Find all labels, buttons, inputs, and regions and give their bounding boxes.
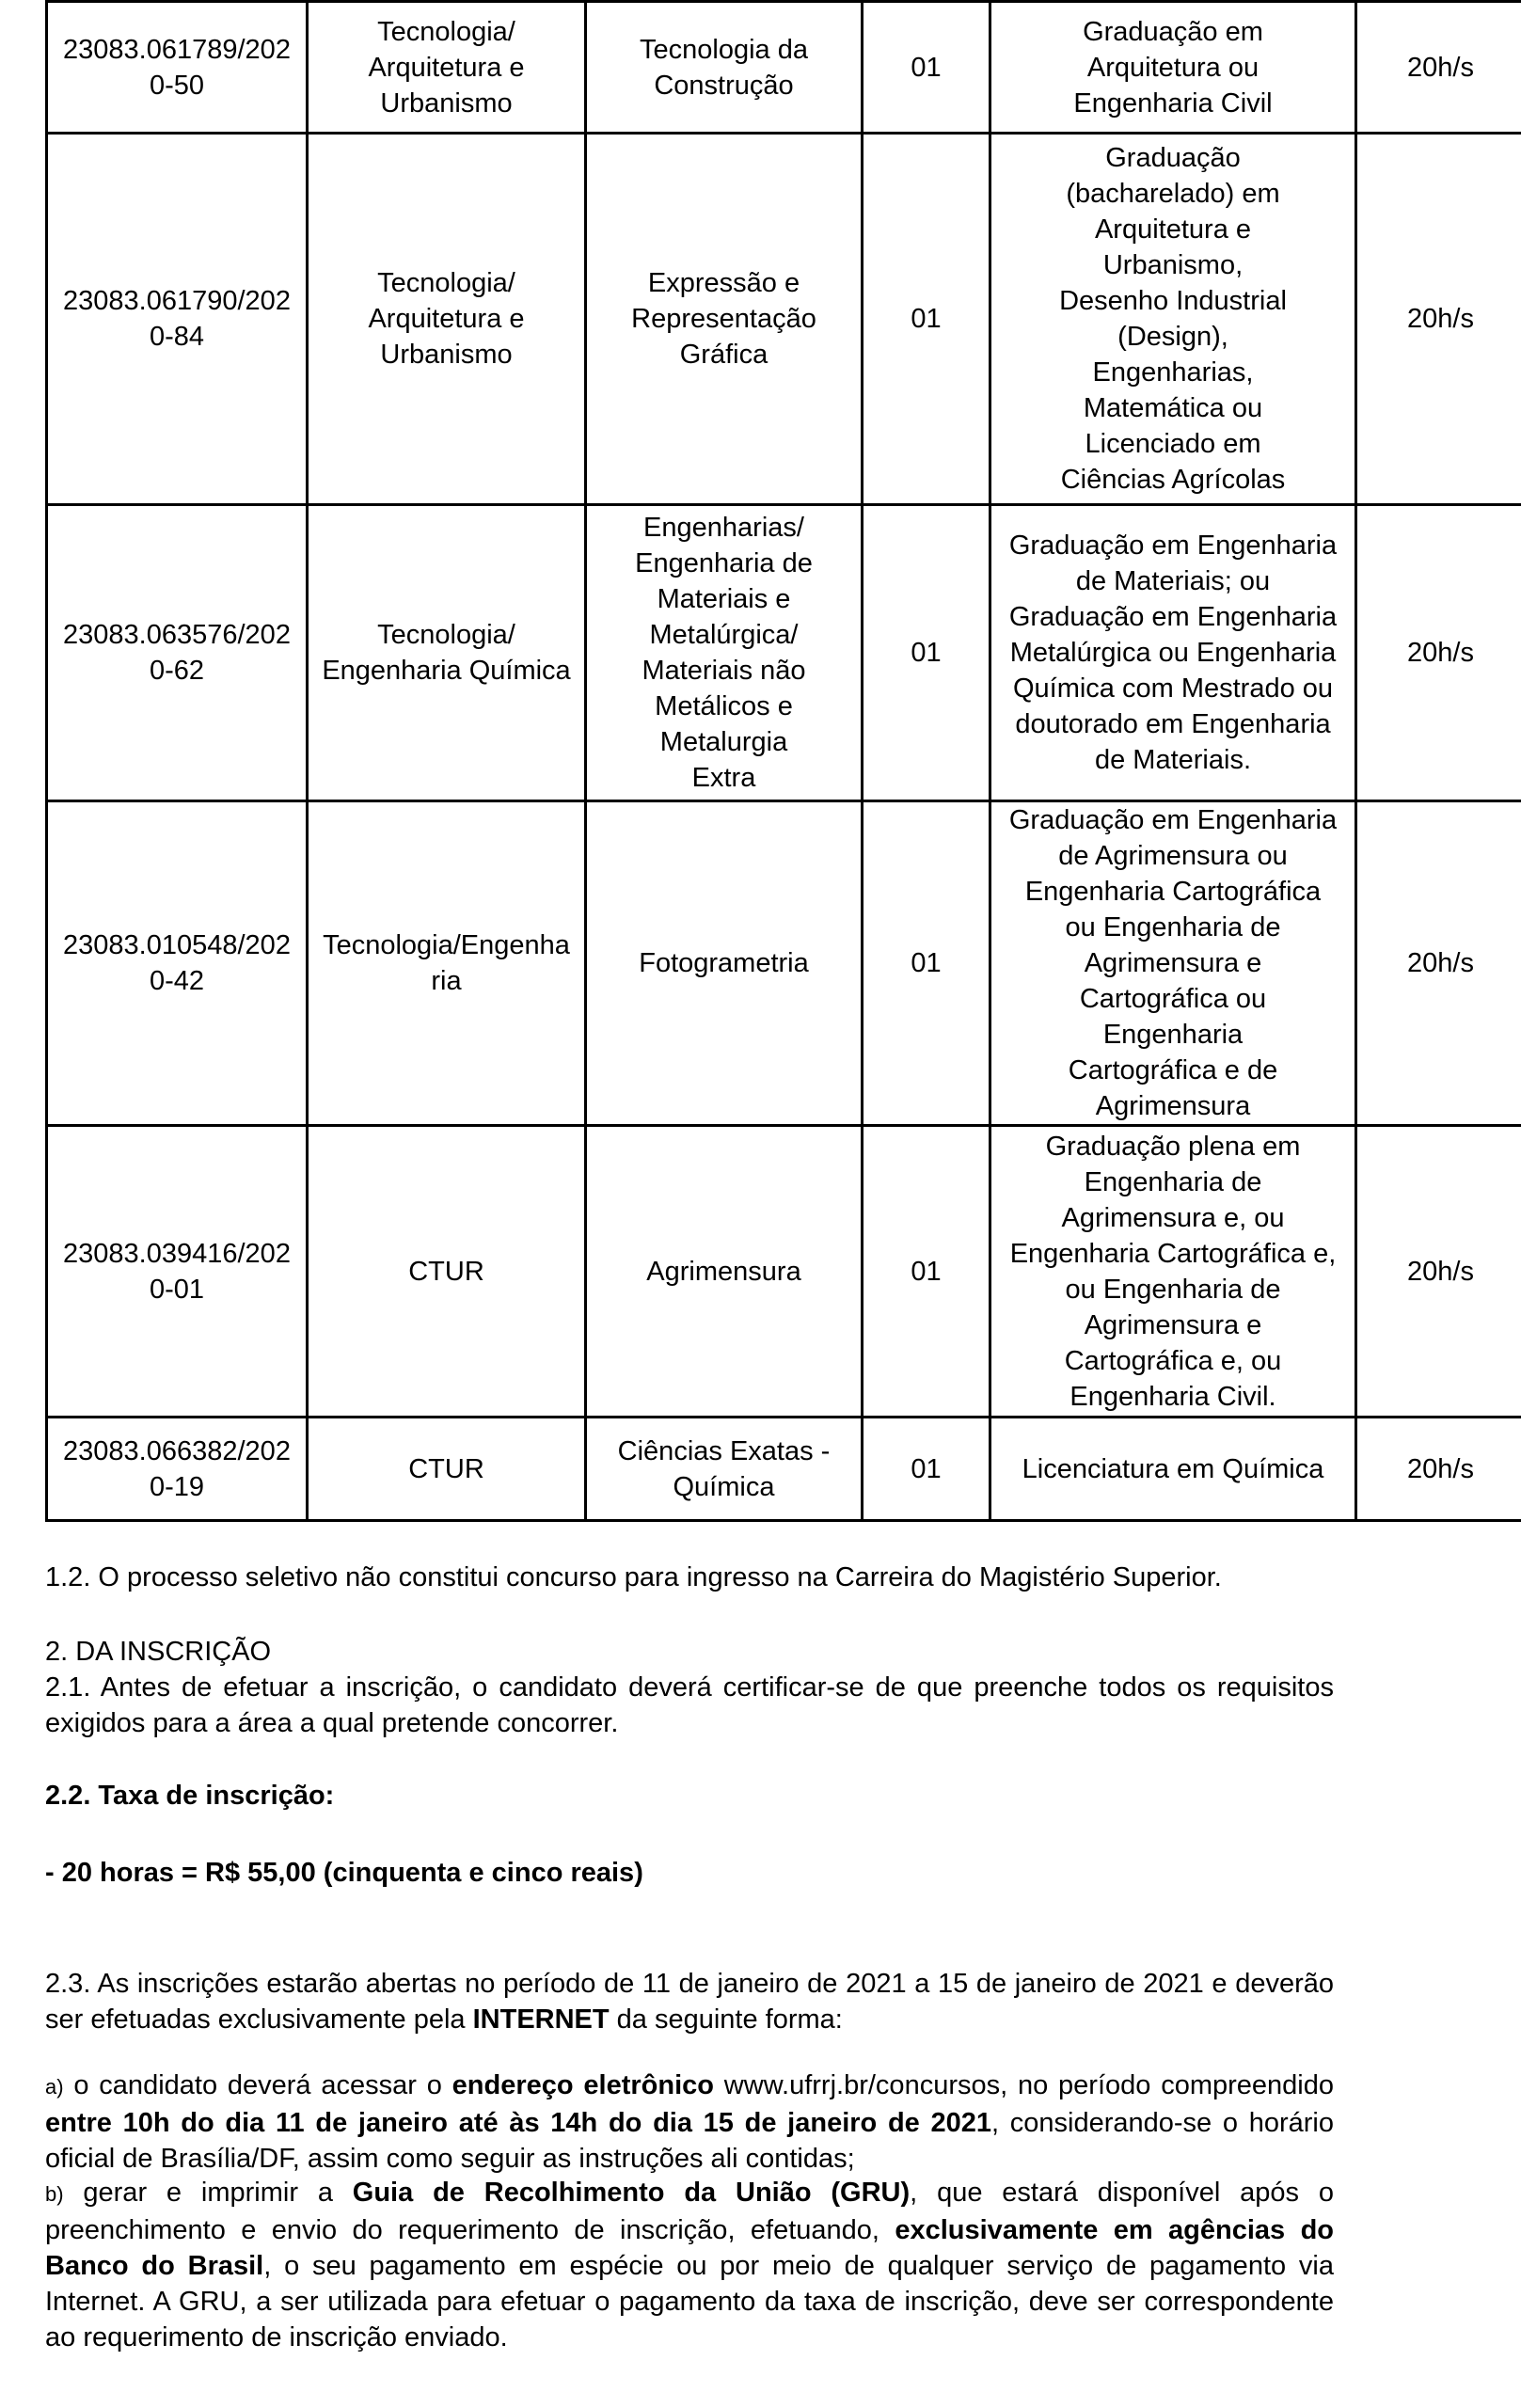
vagas-table [45, 0, 1521, 1522]
processo-cell: 23083.039416/202 0-01 [47, 1126, 308, 1418]
area-cell: Agrimensura [586, 1126, 863, 1418]
requisito-cell: Licenciatura em Química [990, 1418, 1356, 1521]
vagas-cell: 01 [863, 2, 990, 134]
vagas-cell: 01 [863, 505, 990, 801]
regime-cell: 20h/s [1356, 1126, 1521, 1418]
item-b: b) gerar e imprimir a Guia de Recolhimento da União (GRU), que estará disponível após o preenchimento e envio do requerimento de inscrição, efetuando, exclusivamente em agências do Banco do Brasil, o seu pagamento em espécie ou por meio de qualquer serviço de pagamento via Internet. A GRU, a ser utilizada para efetuar o pagamento da taxa de inscrição, deve ser correspondente ao requerimento de inscrição enviado. [45, 2178, 1334, 2353]
paragraph-2-2-title: 2.2. Taxa de inscrição: [45, 1781, 335, 1811]
fee-line: - 20 horas = R$ 55,00 (cinquenta e cinco reais) [45, 1858, 643, 1888]
area-cell: Ciências Exatas - Química [586, 1418, 863, 1521]
regime-cell: 20h/s [1356, 1418, 1521, 1521]
table-row [47, 1418, 1521, 1521]
requisito-cell: Graduação em Engenharia de Agrimensura ou Engenharia Cartográfica ou Engenharia de Agrimensura e Cartográfica ou Engenharia Cartográfica e de Agrimensura [990, 801, 1356, 1126]
paragraph-1-2: 1.2. O processo seletivo não constitui concurso para ingresso na Carreira do Magistério Superior. [45, 1562, 1222, 1592]
vagas-cell: 01 [863, 1126, 990, 1418]
processo-cell: 23083.010548/202 0-42 [47, 801, 308, 1126]
processo-cell: 23083.061790/202 0-84 [47, 134, 308, 505]
vagas-cell: 01 [863, 801, 990, 1126]
regime-cell: 20h/s [1356, 801, 1521, 1126]
section-2-title: 2. DA INSCRIÇÃO [45, 1637, 272, 1667]
item-a: a) o candidato deverá acessar o endereço eletrônico www.ufrrj.br/concursos, no período compreendido entre 10h do dia 11 de janeiro até às 14h do dia 15 de janeiro de 2021, considerando-se o horário oficial de Brasília/DF, assim como seguir as instruções ali contidas; [45, 2070, 1334, 2174]
setor-cell: Tecnologia/ Arquitetura e Urbanismo [308, 134, 586, 505]
setor-cell: CTUR [308, 1126, 586, 1418]
area-cell: Fotogrametria [586, 801, 863, 1126]
area-cell: Expressão e Representação Gráfica [586, 134, 863, 505]
area-cell: Tecnologia da Construção [586, 2, 863, 134]
area-cell: Engenharias/ Engenharia de Materiais e Metalúrgica/ Materiais não Metálicos e Metalurgia Extra [586, 505, 863, 801]
regime-cell: 20h/s [1356, 2, 1521, 134]
regime-cell: 20h/s [1356, 505, 1521, 801]
processo-cell: 23083.061789/202 0-50 [47, 2, 308, 134]
vagas-cell: 01 [863, 134, 990, 505]
table-row [47, 801, 1521, 1126]
setor-cell: Tecnologia/ Arquitetura e Urbanismo [308, 2, 586, 134]
table-row [47, 1126, 1521, 1418]
requisito-cell: Graduação (bacharelado) em Arquitetura e Urbanismo, Desenho Industrial (Design), Engenharias, Matemática ou Licenciado em Ciências Agrícolas [990, 134, 1356, 505]
paragraph-2-3: 2.3. As inscrições estarão abertas no período de 11 de janeiro de 2021 a 15 de janeiro de 2021 e deverão ser efetuadas exclusivamente pela INTERNET da seguinte forma: [45, 1969, 1334, 2035]
table-row [47, 2, 1521, 134]
processo-cell: 23083.066382/202 0-19 [47, 1418, 308, 1521]
paragraph-2-1: 2.1. Antes de efetuar a inscrição, o candidato deverá certificar-se de que preenche todos os requisitos exigidos para a área a qual pretende concorrer. [45, 1672, 1334, 1738]
requisito-cell: Graduação em Engenharia de Materiais; ou Graduação em Engenharia Metalúrgica ou Engenharia Química com Mestrado ou doutorado em Engenharia de Materiais. [990, 505, 1356, 801]
processo-cell: 23083.063576/202 0-62 [47, 505, 308, 801]
requisito-cell: Graduação em Arquitetura ou Engenharia Civil [990, 2, 1356, 134]
setor-cell: Tecnologia/Engenha ria [308, 801, 586, 1126]
vagas-cell: 01 [863, 1418, 990, 1521]
setor-cell: Tecnologia/ Engenharia Química [308, 505, 586, 801]
setor-cell: CTUR [308, 1418, 586, 1521]
table-row [47, 505, 1521, 801]
requisito-cell: Graduação plena em Engenharia de Agrimensura e, ou Engenharia Cartográfica e, ou Engenharia de Agrimensura e Cartográfica e, ou Engenharia Civil. [990, 1126, 1356, 1418]
table-row [47, 134, 1521, 505]
regime-cell: 20h/s [1356, 134, 1521, 505]
